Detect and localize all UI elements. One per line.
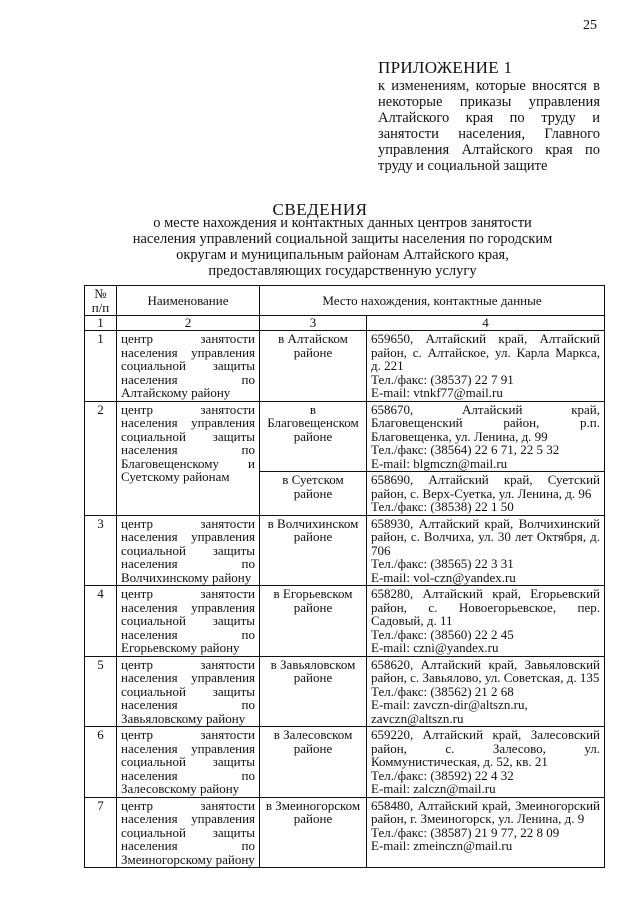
address: 658480, Алтайский край, Змеиногорский район, г. Змеиногорск, ул. Ленина, д. 9 (371, 797, 600, 826)
location-district: в Алтайском районе (260, 331, 367, 402)
address: 658620, Алтайский край, Завьяловский район, с. Завьялово, ул. Советская, д. 135 (371, 656, 600, 685)
phone-fax: Тел./факс: (38562) 21 2 68 (371, 683, 514, 699)
email: E-mail: zmeinczn@mail.ru (371, 838, 513, 853)
center-name: центр занятости населения управления социальной защиты населения по Волчихинскому району (117, 515, 260, 586)
index-cell: 4 (367, 316, 605, 331)
location-district: в Благовещенском районе (260, 401, 367, 472)
contact-data (367, 797, 605, 868)
address: 659220, Алтайский край, Залесовский район, с. Залесово, ул. Коммунистическая, д. 52, кв. 21 (371, 727, 600, 769)
center-name: центр занятости населения управления социальной защиты населения по Змеиногорскому району (117, 797, 260, 868)
page-number: 25 (583, 18, 597, 33)
address: 658930, Алтайский край, Волчихинский район, с. Волчиха, ул. 30 лет Октября, д. 706 (371, 515, 600, 558)
address: 658690, Алтайский край, Суетский район, с. Верх-Суетка, ул. Ленина, д. 96 (371, 472, 600, 501)
appendix-title: ПРИЛОЖЕНИЕ 1 (378, 58, 513, 77)
row-number: 6 (85, 727, 117, 798)
header-name: Наименование (117, 286, 260, 316)
contact-data (367, 586, 605, 657)
phone-fax: Тел./факс: (38537) 22 7 91 (371, 371, 514, 387)
row-number: 7 (85, 797, 117, 868)
header-place: Место нахождения, контактные данные (260, 286, 605, 316)
email-secondary: zavczn@altszn.ru (371, 710, 464, 726)
table-row (85, 586, 605, 657)
row-number: 1 (85, 331, 117, 402)
header-num: № п/п (85, 286, 117, 316)
location-district: в Егорьевском районе (260, 586, 367, 657)
document-title: СВЕДЕНИЯ (272, 200, 368, 219)
table-header-row (85, 286, 605, 316)
email: E-mail: zalczn@mail.ru (371, 781, 496, 796)
table-row (85, 515, 605, 586)
row-number: 2 (85, 401, 117, 515)
location-district: в Змеиногорском районе (260, 797, 367, 868)
index-cell: 1 (85, 316, 117, 331)
email: E-mail: zavczn-dir@altszn.ru, (371, 697, 528, 712)
email: E-mail: vtnkf77@mail.ru (371, 385, 503, 400)
location-district: в Суетском районе (260, 472, 367, 516)
email: E-mail: vol-czn@yandex.ru (371, 569, 516, 585)
contact-data (367, 401, 605, 472)
phone-fax: Тел./факс: (38587) 21 9 77, 22 8 09 (371, 824, 560, 840)
index-cell: 3 (260, 316, 367, 331)
phone-fax: Тел./факс: (38560) 22 2 45 (371, 626, 514, 642)
contact-data (367, 727, 605, 798)
row-number: 5 (85, 656, 117, 727)
table-row (85, 727, 605, 798)
phone-fax: Тел./факс: (38538) 22 1 50 (371, 499, 514, 514)
phone-fax: Тел./факс: (38564) 22 6 71, 22 5 32 (371, 442, 560, 457)
table-row (85, 401, 605, 472)
index-cell: 2 (117, 316, 260, 331)
center-name: центр занятости населения управления социальной защиты населения по Благовещенскому и Суетскому районам (117, 401, 260, 515)
center-name: центр занятости населения управления социальной защиты населения по Залесовскому району (117, 727, 260, 798)
center-name: центр занятости населения управления социальной защиты населения по Алтайскому району (117, 331, 260, 402)
table-index-row (85, 316, 605, 331)
table-row (85, 331, 605, 402)
phone-fax: Тел./факс: (38592) 22 4 32 (371, 767, 514, 783)
contact-data (367, 331, 605, 402)
row-number: 3 (85, 515, 117, 586)
location-district: в Залесовском районе (260, 727, 367, 798)
contact-data (367, 472, 605, 516)
email: E-mail: czni@yandex.ru (371, 640, 499, 655)
row-number: 4 (85, 586, 117, 657)
table-row (85, 797, 605, 868)
document-subtitle: о месте нахождения и контактных данных центров занятости населения управлений социальной защиты населения по городским округам и муниципальным районам Алтайского края, предоставляющих государственную услугу (132, 215, 553, 279)
center-name: центр занятости населения управления социальной защиты населения по Егорьевскому району (117, 586, 260, 657)
address: 658280, Алтайский край, Егорьевский район, с. Новоегорьевское, пер. Садовый, д. 11 (371, 586, 600, 628)
address: 658670, Алтайский край, Благовещенский район, р.п. Благовещенка, ул. Ленина, д. 99 (371, 401, 600, 444)
location-district: в Завьяловском районе (260, 656, 367, 727)
location-district: в Волчихинском районе (260, 515, 367, 586)
center-name: центр занятости населения управления социальной защиты населения по Завьяловскому району (117, 656, 260, 727)
phone-fax: Тел./факс: (38565) 22 3 31 (371, 556, 514, 571)
contact-data (367, 656, 605, 727)
appendix-text: к изменениям, которые вносятся в некоторые приказы управления Алтайского края по труду и занятости населения, Главного управления Алтайского края по труду и социальной защите (378, 78, 600, 174)
employment-centers-table (84, 285, 605, 868)
address: 659650, Алтайский край, Алтайский район, с. Алтайское, ул. Карла Маркса, д. 221 (371, 331, 600, 373)
appendix-block (378, 58, 600, 174)
table-row (85, 656, 605, 727)
contact-data (367, 515, 605, 586)
email: E-mail: blgmczn@mail.ru (371, 455, 508, 471)
